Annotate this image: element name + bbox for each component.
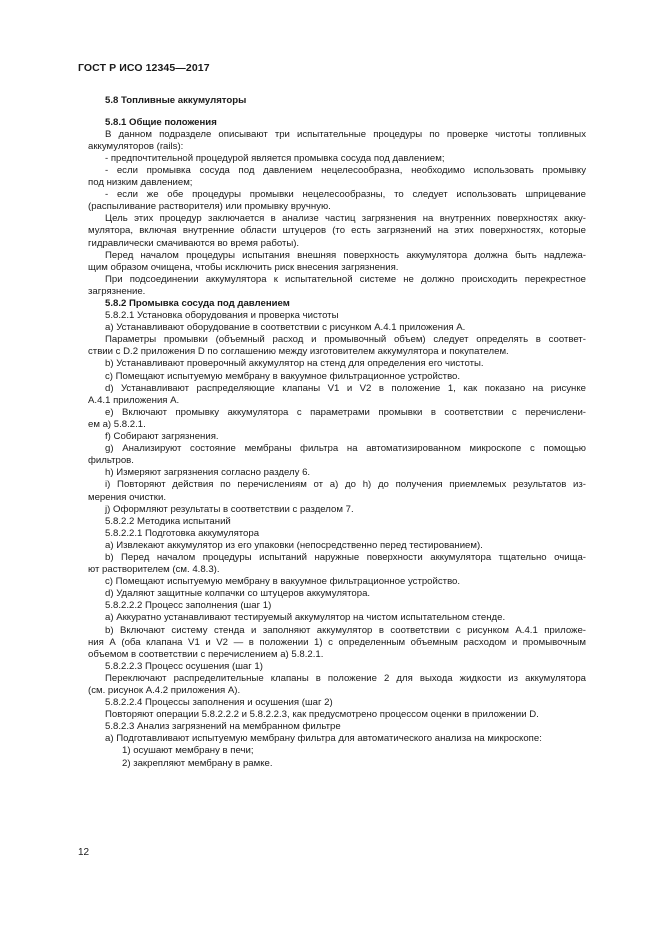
list-item: i) Повторяют действия по перечислениям от а) до h) до получения приемлемых результатов из- (105, 479, 586, 491)
list-item: j) Оформляют результаты в соответствии с разделом 7. (105, 503, 354, 515)
paragraph-line: щим образом очищена, чтобы исключить риск внесения загрязнения. (88, 261, 399, 273)
clause-heading: 5.8.2.3 Анализ загрязнений на мембранном фильтре (105, 721, 341, 733)
list-item: 2) закрепляют мембрану в рамке. (122, 757, 273, 769)
section-title: 5.8 Топливные аккумуляторы (105, 95, 247, 106)
page-content (88, 95, 586, 770)
paragraph-line: В данном подразделе описывают три испытательные процедуры по проверке чистоты топливных (105, 128, 586, 140)
list-item: d) Устанавливают распределяющие клапаны V1 и V2 в положение 1, как показано на рисунке (105, 382, 586, 394)
list-item: а) Извлекают аккумулятор из его упаковки (непосредственно перед тестированием). (105, 539, 483, 551)
list-item: А.4.1 приложения А. (88, 394, 180, 406)
clause-heading: 5.8.2.2.4 Процессы заполнения и осушения (шаг 2) (105, 697, 333, 709)
paragraph-line: Цель этих процедур заключается в анализе частиц загрязнения на внутренних поверхностях акку- (105, 213, 586, 225)
page-number: 12 (78, 847, 90, 858)
paragraph-line: Повторяют операции 5.8.2.2.2 и 5.8.2.2.3, как предусмотрено процессом оценки в приложении D. (105, 709, 539, 721)
paragraph-line: Параметры промывки (объемный расход и промывочный объем) следует определять в соответ- (105, 334, 586, 346)
list-item: d) Удаляют защитные колпачки со штуцеров аккумулятора. (105, 588, 371, 600)
list-item: - предпочтительной процедурой является промывка сосуда под давлением; (105, 152, 445, 164)
clause-heading: 5.8.2.2.2 Процесс заполнения (шаг 1) (105, 600, 272, 612)
paragraph-line: аккумуляторов (rails): (88, 140, 184, 152)
paragraph-line: (см. рисунок А.4.2 приложения А). (88, 685, 241, 696)
paragraph-line: При подсоединении аккумулятора к испытательной системе не должно происходить перекрестное (105, 273, 586, 285)
spacer (88, 107, 586, 117)
list-item: под низким давлением; (88, 177, 193, 189)
list-item: ем а) 5.8.2.1. (88, 418, 146, 430)
clause-heading: 5.8.2.1 Установка оборудования и проверка чистоты (105, 310, 339, 322)
list-item: объемом в соответствии с перечислением а) 5.8.2.1. (88, 648, 324, 660)
clause-heading: 5.8.2.2 Методика испытаний (105, 515, 231, 527)
paragraph-line: загрязнение. (88, 285, 146, 297)
list-item: 1) осушают мембрану в печи; (122, 745, 254, 757)
list-item: а) Устанавливают оборудование в соответствии с рисунком А.4.1 приложения А. (105, 322, 466, 334)
clause-heading: 5.8.2.2.1 Подготовка аккумулятора (105, 527, 260, 539)
list-item: h) Измеряют загрязнения согласно разделу 6. (105, 467, 311, 479)
list-item: f) Собирают загрязнения. (105, 431, 219, 443)
list-item: фильтров. (88, 455, 134, 467)
list-item: b) Устанавливают проверочный аккумулятор на стенд для определения его чистоты. (105, 358, 484, 370)
list-item: а) Подготавливают испытуемую мембрану фильтра для автоматического анализа на микроскопе: (105, 733, 542, 745)
list-item: g) Анализируют состояние мембраны фильтра на автоматизированном микроскопе с помощью (105, 443, 586, 455)
list-item: е) Включают промывку аккумулятора с параметрами промывки в соответствии с перечислени- (105, 406, 586, 418)
paragraph-line: гидравлически смачиваются во время работы). (88, 237, 300, 249)
subsection-title: 5.8.2 Промывка сосуда под давлением (105, 298, 290, 309)
list-item: - если же обе процедуры промывки нецелесообразны, то следует использовать шприцевание (105, 189, 586, 201)
list-item: b) Включают систему стенда и заполняют аккумулятор в соответствии с рисунком А.4.1 приложе- (105, 624, 586, 636)
paragraph-line: Переключают распределительные клапаны в положение 2 для выхода жидкости из аккумулятора (105, 672, 586, 684)
list-item: ния А (оба клапана V1 и V2 — в положении 1) с определенным объемным расходом и промывочным (88, 636, 586, 648)
list-item: - если промывка сосуда под давлением нецелесообразна, необходимо использовать промывку (105, 164, 586, 176)
list-item: b) Перед началом процедуры испытаний наружные поверхности аккумулятора тщательно очища- (105, 551, 586, 563)
list-item: а) Аккуратно устанавливают тестируемый аккумулятор на чистом испытательном стенде. (105, 612, 506, 624)
clause-heading: 5.8.2.2.3 Процесс осушения (шаг 1) (105, 660, 263, 672)
list-item: c) Помещают испытуемую мембрану в вакуумное фильтрационное устройство. (105, 576, 461, 588)
paragraph-line: мулятора, включая внутренние области штуцеров (то есть загрязнений на этих поверхностях, которые (88, 225, 586, 237)
list-item: мерения очистки. (88, 491, 167, 503)
page-header: ГОСТ Р ИСО 12345—2017 (78, 62, 210, 74)
paragraph-line: ствии с D.2 приложения D по соглашению между изготовителем аккумулятора и покупателем. (88, 346, 509, 358)
subsection-title: 5.8.1 Общие положения (105, 116, 217, 128)
list-item: c) Помещают испытуемую мембрану в вакуумное фильтрационное устройство. (105, 370, 461, 382)
paragraph-line: Перед началом процедуры испытания внешняя поверхность аккумулятора должна быть надлежа- (105, 249, 586, 261)
list-item: ют растворителем (см. 4.8.3). (88, 564, 220, 576)
list-item: (распыливание растворителя) или промывку вручную. (88, 201, 331, 213)
